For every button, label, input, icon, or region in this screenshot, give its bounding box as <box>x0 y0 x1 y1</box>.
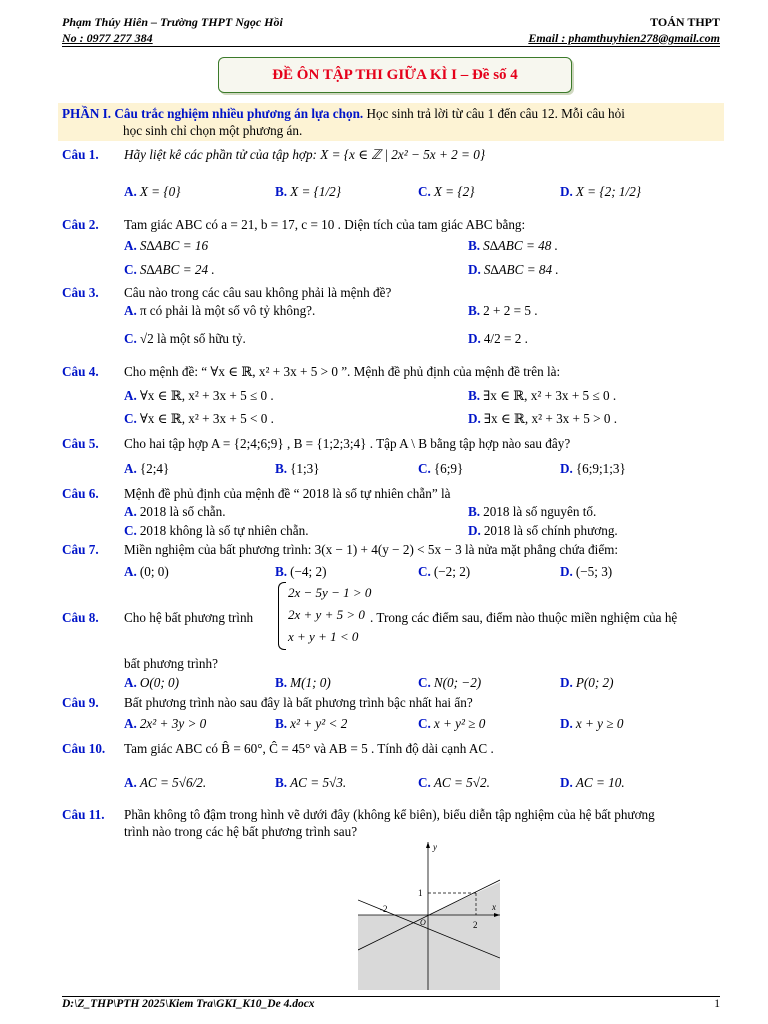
option-text: (0; 0) <box>139 564 169 579</box>
option-letter: A. <box>124 504 137 519</box>
y-axis-arrow <box>426 842 430 848</box>
option-letter: C. <box>124 523 137 538</box>
option-text: S∆ABC = 84 . <box>483 262 559 277</box>
origin-label: O <box>420 918 426 927</box>
question-8 <box>62 609 253 626</box>
question-number: Câu 2. <box>62 217 99 232</box>
option-text: ∀x ∈ ℝ, x² + 3x + 5 ≤ 0 . <box>139 388 274 403</box>
option-letter: B. <box>275 775 288 790</box>
question-number: Câu 10. <box>62 741 106 756</box>
question-number: Câu 3. <box>62 285 99 300</box>
question-text: Cho hai tập hợp A = {2;4;6;9} , B = {1;2;3;4} . Tập A \ B bằng tập hợp nào sau đây? <box>124 436 571 451</box>
option-c[interactable] <box>418 715 485 732</box>
question-text: Tam giác ABC có a = 21, b = 17, c = 10 . Diện tích của tam giác ABC bằng: <box>124 217 526 232</box>
page-header <box>62 14 720 46</box>
question-text: Cho mệnh đề: “ ∀x ∈ ℝ, x² + 3x + 5 > 0 ”. Mệnh đề phủ định của mệnh đề trên là: <box>124 364 561 379</box>
option-letter: C. <box>418 184 431 199</box>
question-text: Bất phương trình nào sau đây là bất phương trình bậc nhất hai ẩn? <box>124 695 473 710</box>
option-letter: D. <box>560 461 573 476</box>
option-a[interactable] <box>124 183 181 200</box>
option-text: S∆ABC = 24 . <box>139 262 215 277</box>
option-text: N(0; −2) <box>433 675 482 690</box>
option-letter: A. <box>124 564 137 579</box>
part-text-2: học sinh chỉ chọn một phương án. <box>123 123 303 138</box>
option-b[interactable] <box>275 774 346 791</box>
option-text: X = {2} <box>433 184 475 199</box>
page-number: 1 <box>714 998 720 1010</box>
option-text: 2018 là số chính phương. <box>483 523 618 538</box>
option-b[interactable] <box>468 237 558 254</box>
option-text: M(1; 0) <box>290 675 331 690</box>
page-footer <box>62 998 720 1010</box>
option-a[interactable] <box>124 237 208 254</box>
question-10 <box>62 740 494 757</box>
tick-x2: 2 <box>473 920 478 930</box>
system-brace <box>278 582 286 650</box>
option-text: ∃x ∈ ℝ, x² + 3x + 5 > 0 . <box>483 411 618 426</box>
option-text: (−2; 2) <box>433 564 471 579</box>
option-letter: D. <box>468 262 481 277</box>
option-c[interactable] <box>418 774 490 791</box>
exam-title-box <box>218 57 572 93</box>
option-text: ∃x ∈ ℝ, x² + 3x + 5 ≤ 0 . <box>483 388 617 403</box>
option-text: √2 là một số hữu tỷ. <box>139 331 246 346</box>
option-letter: B. <box>468 388 481 403</box>
option-text: 4/2 = 2 . <box>483 331 528 346</box>
option-letter: A. <box>124 388 137 403</box>
option-c[interactable] <box>124 522 309 539</box>
question-1 <box>62 146 485 163</box>
option-text: AC = 5√6/2. <box>139 775 207 790</box>
question-8-text-cont: bất phương trình? <box>124 656 218 671</box>
option-d[interactable] <box>560 460 626 477</box>
option-letter: B. <box>275 461 288 476</box>
option-letter: C. <box>418 716 431 731</box>
option-text: π có phải là một số vô tỷ không?. <box>139 303 316 318</box>
option-text: O(0; 0) <box>139 675 180 690</box>
option-c[interactable] <box>418 183 475 200</box>
option-c[interactable] <box>124 330 246 347</box>
question-6 <box>62 485 451 502</box>
file-path: D:\Z_THP\PTH 2025\Kiem Tra\GKI_K10_De 4.docx <box>62 998 315 1010</box>
option-b[interactable] <box>275 183 341 200</box>
option-letter: D. <box>468 411 481 426</box>
option-b[interactable] <box>275 460 320 477</box>
option-text: {1;3} <box>290 461 320 476</box>
email-line: Email : phamthuyhien278@gmail.com <box>528 31 720 45</box>
option-text: X = {2; 1/2} <box>575 184 642 199</box>
question-text: Phần không tô đậm trong hình vẽ dưới đây (không kể biên), biểu diễn tập nghiệm của hệ bất phương <box>124 807 655 822</box>
option-letter: A. <box>124 303 137 318</box>
x-label: x <box>492 902 496 912</box>
option-letter: A. <box>124 775 137 790</box>
question-text: Hãy liệt kê các phần tử của tập hợp: X = {x ∈ ℤ | 2x² − 5x + 2 = 0} <box>124 147 486 162</box>
option-d[interactable] <box>468 261 559 278</box>
option-c[interactable] <box>418 460 463 477</box>
option-letter: C. <box>418 775 431 790</box>
question-4 <box>62 363 560 380</box>
footer-divider <box>62 996 720 997</box>
option-a[interactable] <box>124 387 274 404</box>
question-number: Câu 9. <box>62 695 99 710</box>
option-text: x² + y² < 2 <box>290 716 348 731</box>
option-letter: B. <box>275 675 288 690</box>
question-number: Câu 6. <box>62 486 99 501</box>
option-d[interactable] <box>560 774 625 791</box>
system-line: x + y + 1 < 0 <box>288 629 359 644</box>
option-letter: D. <box>560 564 573 579</box>
system-line: 2x + y + 5 > 0 <box>288 607 365 622</box>
option-letter: B. <box>468 238 481 253</box>
option-c[interactable] <box>418 563 470 580</box>
question-7 <box>62 541 618 558</box>
y-label: y <box>433 842 437 852</box>
option-letter: B. <box>468 303 481 318</box>
option-letter: D. <box>560 716 573 731</box>
option-text: AC = 5√3. <box>290 775 347 790</box>
option-letter: A. <box>124 238 137 253</box>
option-text: {2;4} <box>139 461 170 476</box>
part-text-1: Học sinh trả lời từ câu 1 đến câu 12. Mỗi câu hỏi <box>363 106 625 121</box>
option-letter: B. <box>275 184 288 199</box>
option-d[interactable] <box>468 410 617 427</box>
question-text: Câu nào trong các câu sau không phải là mệnh đề? <box>124 285 392 300</box>
option-text: 2018 không là số tự nhiên chẵn. <box>139 523 309 538</box>
option-d[interactable] <box>468 330 528 347</box>
question-number: Câu 11. <box>62 807 105 822</box>
option-c[interactable] <box>418 674 481 691</box>
option-text: 2 + 2 = 5 . <box>483 303 538 318</box>
tick-xm2: -2 <box>380 904 388 914</box>
option-letter: A. <box>124 716 137 731</box>
option-letter: D. <box>560 184 573 199</box>
question-9 <box>62 694 473 711</box>
question-number: Câu 5. <box>62 436 99 451</box>
option-text: (−4; 2) <box>290 564 327 579</box>
option-letter: D. <box>468 523 481 538</box>
option-text: (−5; 3) <box>575 564 613 579</box>
part-instruction <box>58 103 724 141</box>
option-letter: A. <box>124 184 137 199</box>
option-text: X = {1/2} <box>290 184 342 199</box>
option-d[interactable] <box>560 183 641 200</box>
option-a[interactable] <box>124 503 226 520</box>
tick-y1: 1 <box>418 888 423 898</box>
option-letter: C. <box>124 331 137 346</box>
phone-line: No : 0977 277 384 <box>62 31 153 45</box>
header-divider <box>62 46 720 47</box>
question-2 <box>62 216 525 233</box>
option-text: 2x² + 3y > 0 <box>139 716 207 731</box>
part-heading: PHẦN I. Câu trắc nghiệm nhiều phương án lựa chọn. <box>62 106 364 121</box>
option-a[interactable] <box>124 563 169 580</box>
option-c[interactable] <box>124 261 215 278</box>
option-text: x + y ≥ 0 <box>575 716 624 731</box>
question-number: Câu 4. <box>62 364 99 379</box>
option-a[interactable] <box>124 774 206 791</box>
question-text: Tam giác ABC có B̂ = 60°, Ĉ = 45° và AB = 5 . Tính độ dài cạnh AC . <box>124 741 494 756</box>
option-a[interactable] <box>124 715 206 732</box>
subject-label: TOÁN THPT <box>650 15 720 29</box>
question-text: Cho hệ bất phương trình <box>124 610 254 625</box>
question-5 <box>62 435 570 452</box>
option-d[interactable] <box>468 522 618 539</box>
question-11-text-cont: trình nào trong các hệ bất phương trình sau? <box>124 824 358 839</box>
option-letter: C. <box>124 411 137 426</box>
option-b[interactable] <box>275 674 331 691</box>
question-number: Câu 1. <box>62 147 99 162</box>
option-a[interactable] <box>124 674 179 691</box>
option-text: X = {0} <box>139 184 181 199</box>
option-letter: D. <box>560 675 573 690</box>
option-b[interactable] <box>275 715 347 732</box>
option-letter: C. <box>418 461 431 476</box>
option-text: {6;9} <box>433 461 464 476</box>
option-letter: D. <box>468 331 481 346</box>
option-text: S∆ABC = 16 <box>139 238 209 253</box>
question-number: Câu 7. <box>62 542 99 557</box>
question-text: Mệnh đề phủ định của mệnh đề “ 2018 là số tự nhiên chẵn” là <box>124 486 451 501</box>
question-text: Miền nghiệm của bất phương trình: 3(x − 1) + 4(y − 2) < 5x − 3 là nửa mặt phẳng chứa điểm: <box>124 542 619 557</box>
option-text: ∀x ∈ ℝ, x² + 3x + 5 < 0 . <box>139 411 274 426</box>
option-letter: A. <box>124 461 137 476</box>
option-text: x + y² ≥ 0 <box>433 716 486 731</box>
inequality-region-figure <box>358 840 500 990</box>
option-c[interactable] <box>124 410 274 427</box>
author-line: Phạm Thúy Hiên – Trường THPT Ngọc Hồi <box>62 15 283 29</box>
shaded-region <box>358 882 500 990</box>
option-a[interactable] <box>124 302 315 319</box>
question-8-text-after: . Trong các điểm sau, điểm nào thuộc miền nghiệm của hệ <box>370 610 678 625</box>
option-letter: A. <box>124 675 137 690</box>
option-b[interactable] <box>275 563 326 580</box>
exam-title: ĐỀ ÔN TẬP THI GIỮA KÌ I – Đề số 4 <box>272 66 518 83</box>
option-d[interactable] <box>560 563 612 580</box>
option-letter: B. <box>275 716 288 731</box>
inequality-system <box>288 582 371 648</box>
option-d[interactable] <box>560 674 614 691</box>
system-line: 2x − 5y − 1 > 0 <box>288 585 372 600</box>
option-letter: B. <box>468 504 481 519</box>
option-b[interactable] <box>468 387 616 404</box>
question-3 <box>62 284 391 301</box>
option-letter: B. <box>275 564 288 579</box>
option-letter: D. <box>560 775 573 790</box>
question-11 <box>62 806 655 823</box>
option-letter: C. <box>124 262 137 277</box>
option-b[interactable] <box>468 503 596 520</box>
option-text: AC = 10. <box>575 775 625 790</box>
question-number: Câu 8. <box>62 610 99 625</box>
option-a[interactable] <box>124 460 169 477</box>
option-text: P(0; 2) <box>575 675 614 690</box>
option-text: {6;9;1;3} <box>575 461 626 476</box>
option-text: 2018 là số chẵn. <box>139 504 226 519</box>
option-letter: C. <box>418 564 431 579</box>
option-text: AC = 5√2. <box>433 775 490 790</box>
option-letter: C. <box>418 675 431 690</box>
option-b[interactable] <box>468 302 538 319</box>
option-text: S∆ABC = 48 . <box>483 238 558 253</box>
option-text: 2018 là số nguyên tố. <box>483 504 597 519</box>
option-d[interactable] <box>560 715 623 732</box>
